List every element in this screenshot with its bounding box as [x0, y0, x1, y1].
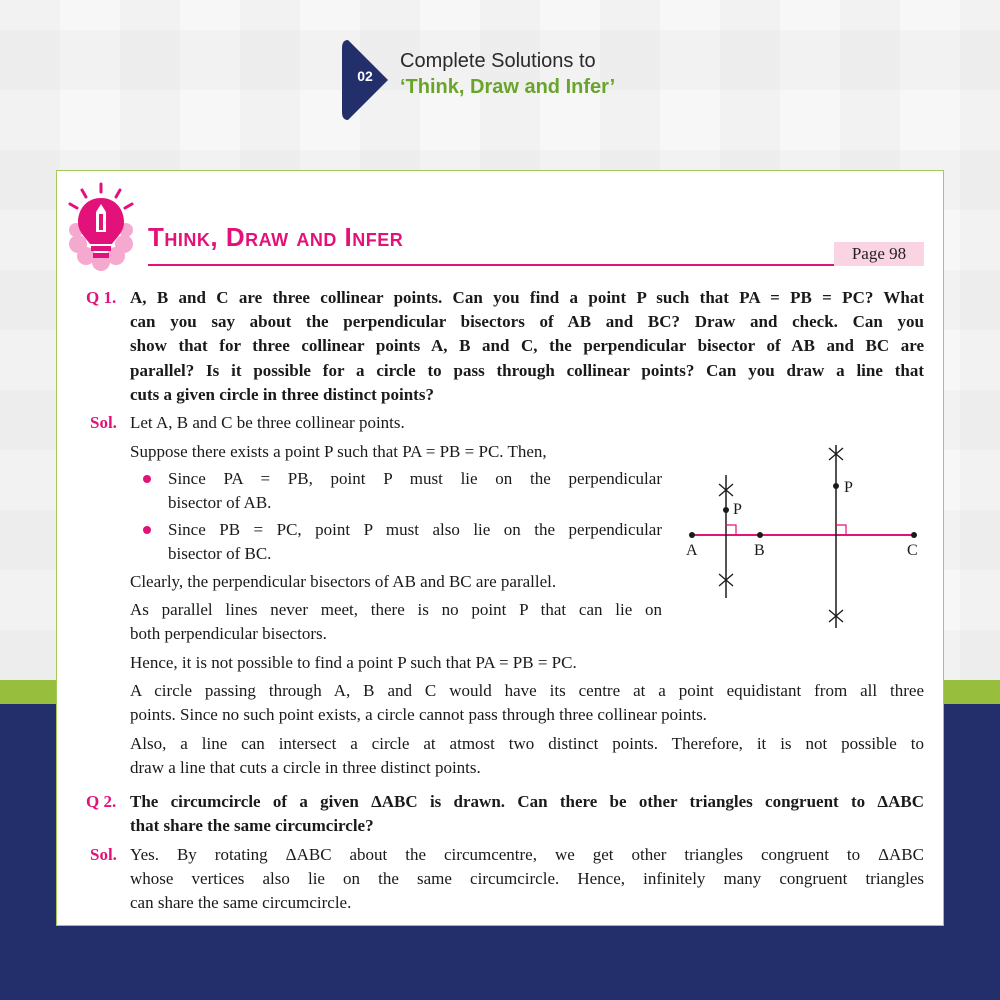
solution-1-parallel-line1: As parallel lines never meet, there is no point P that can lie on — [130, 600, 662, 619]
bullet-dot — [143, 526, 151, 534]
question-1-line: show that for three collinear points A, B and C, the perpendicular bisector of AB and BC are — [130, 336, 924, 355]
point-c — [911, 532, 917, 538]
header-title-line2: ‘Think, Draw and Infer’ — [400, 76, 616, 98]
label-p: P — [733, 501, 742, 518]
solution-1-parallel-line2: both perpendicular bisectors. — [130, 624, 327, 643]
point-p — [833, 483, 839, 489]
solution-1-intro: Let A, B and C be three collinear points. — [130, 413, 405, 432]
solution-2-line3: can share the same circumcircle. — [130, 893, 352, 912]
right-angle-mark — [726, 525, 736, 535]
right-angle-mark — [836, 525, 846, 535]
chapter-number: 02 — [357, 68, 373, 84]
solution-1-hence: Hence, it is not possible to find a point P such that PA = PB = PC. — [130, 653, 577, 672]
solution-1-label: Sol. — [90, 413, 117, 432]
bullet-2-line2: bisector of BC. — [168, 544, 272, 563]
label-a: A — [686, 542, 698, 559]
point-a — [689, 532, 695, 538]
label-p: P — [844, 479, 853, 496]
section-title: Think, Draw and Infer — [148, 222, 404, 252]
question-1-line: parallel? Is it possible for a circle to pass through collinear points? Can you draw a line that — [130, 361, 924, 380]
page-label: Page 98 — [834, 242, 924, 266]
question-2-line2: that share the same circumcircle? — [130, 816, 374, 835]
solution-1-also-line1: Also, a line can intersect a circle at atmost two distinct points. Therefore, it is not possible to — [130, 734, 924, 753]
question-1-line: A, B and C are three collinear points. Can you find a point P such that PA = PB = PC? What — [130, 288, 924, 307]
point-b — [757, 532, 763, 538]
bullet-2-line1: Since PB = PC, point P must also lie on the perpendicular — [168, 520, 662, 539]
question-1-line: can you say about the perpendicular bisectors of AB and BC? Draw and check. Can you — [130, 312, 924, 331]
perpendicular-bisector-diagram — [680, 440, 930, 630]
solution-2-line1: Yes. By rotating ΔABC about the circumcentre, we get other triangles congruent to ΔABC — [130, 845, 924, 864]
point-p — [723, 507, 729, 513]
label-b: B — [754, 542, 765, 559]
question-1-label: Q 1. — [86, 288, 117, 307]
solution-2-line2: whose vertices also lie on the same circumcircle. Hence, infinitely many congruent triangles — [130, 869, 924, 888]
solution-1-circle-line1: A circle passing through A, B and C would have its centre at a point equidistant from all three — [130, 681, 924, 700]
solution-1-circle-line2: points. Since no such point exists, a circle cannot pass through three collinear points. — [130, 705, 707, 724]
question-2-line1: The circumcircle of a given ΔABC is drawn. Can there be other triangles congruent to ΔABC — [130, 792, 924, 811]
question-2-label: Q 2. — [86, 792, 117, 811]
label-c: C — [907, 542, 918, 559]
bullet-1-line1: Since PA = PB, point P must lie on the perpendicular — [168, 469, 662, 488]
title-underline — [148, 264, 924, 266]
solution-1-suppose: Suppose there exists a point P such that PA = PB = PC. Then, — [130, 442, 547, 461]
header-title-line1: Complete Solutions to — [400, 50, 596, 72]
question-1-line: cuts a given circle in three distinct points? — [130, 385, 434, 404]
bullet-1-line2: bisector of AB. — [168, 493, 272, 512]
bullet-dot — [143, 475, 151, 483]
solution-2-label: Sol. — [90, 845, 117, 864]
solution-1-also-line2: draw a line that cuts a circle in three distinct points. — [130, 758, 481, 777]
lightbulb-pencil-icon — [64, 182, 138, 274]
solution-1-clearly: Clearly, the perpendicular bisectors of AB and BC are parallel. — [130, 572, 557, 591]
